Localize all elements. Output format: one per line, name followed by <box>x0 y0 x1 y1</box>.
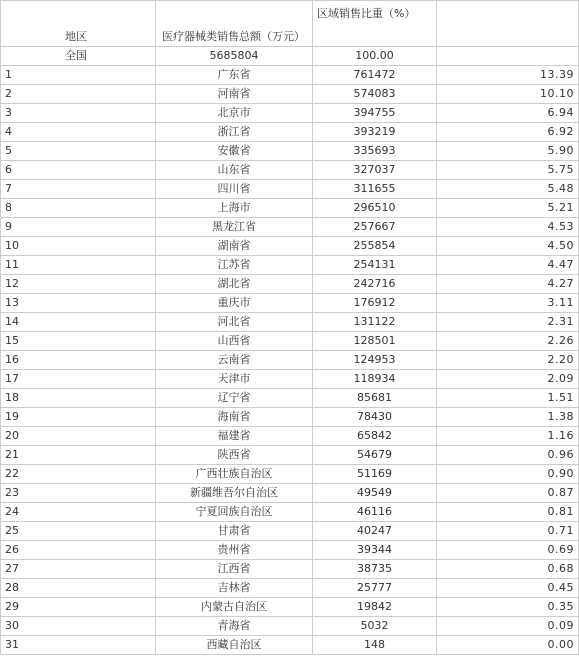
amount-cell: 131122 <box>313 313 437 332</box>
amount-cell: 128501 <box>313 332 437 351</box>
share-cell: 2.26 <box>437 332 579 351</box>
amount-cell: 54679 <box>313 446 437 465</box>
amount-cell: 327037 <box>313 161 437 180</box>
share-cell: 0.81 <box>437 503 579 522</box>
rank-cell: 8 <box>1 199 156 218</box>
amount-cell: 242716 <box>313 275 437 294</box>
amount-cell: 394755 <box>313 104 437 123</box>
table-row <box>1 294 579 313</box>
rank-cell: 30 <box>1 617 156 636</box>
share-cell: 3.11 <box>437 294 579 313</box>
rank-cell: 27 <box>1 560 156 579</box>
rank-cell: 18 <box>1 389 156 408</box>
share-cell: 0.68 <box>437 560 579 579</box>
table-row <box>1 598 579 617</box>
rank-cell: 21 <box>1 446 156 465</box>
region-cell: 西藏自治区 <box>156 636 313 655</box>
region-cell: 宁夏回族自治区 <box>156 503 313 522</box>
rank-cell: 1 <box>1 66 156 85</box>
rank-cell: 23 <box>1 484 156 503</box>
rank-cell: 10 <box>1 237 156 256</box>
table-row <box>1 161 579 180</box>
region-cell: 江西省 <box>156 560 313 579</box>
share-cell: 1.16 <box>437 427 579 446</box>
region-cell: 广西壮族自治区 <box>156 465 313 484</box>
rank-cell: 6 <box>1 161 156 180</box>
rank-cell: 14 <box>1 313 156 332</box>
rank-cell: 20 <box>1 427 156 446</box>
table-row <box>1 199 579 218</box>
share-cell: 2.09 <box>437 370 579 389</box>
table-row <box>1 237 579 256</box>
region-cell: 重庆市 <box>156 294 313 313</box>
share-cell: 0.09 <box>437 617 579 636</box>
table-row <box>1 275 579 294</box>
amount-cell: 40247 <box>313 522 437 541</box>
amount-cell: 124953 <box>313 351 437 370</box>
rank-cell: 2 <box>1 85 156 104</box>
share-cell: 4.47 <box>437 256 579 275</box>
region-cell: 甘肃省 <box>156 522 313 541</box>
table-row <box>1 465 579 484</box>
rank-cell: 12 <box>1 275 156 294</box>
table-row <box>1 104 579 123</box>
table-row <box>1 541 579 560</box>
amount-cell: 335693 <box>313 142 437 161</box>
rank-cell: 9 <box>1 218 156 237</box>
share-cell: 4.53 <box>437 218 579 237</box>
rank-cell: 7 <box>1 180 156 199</box>
amount-cell: 176912 <box>313 294 437 313</box>
amount-cell: 296510 <box>313 199 437 218</box>
amount-cell: 148 <box>313 636 437 655</box>
amount-cell: 49549 <box>313 484 437 503</box>
region-cell: 四川省 <box>156 180 313 199</box>
share-cell: 1.51 <box>437 389 579 408</box>
region-cell: 浙江省 <box>156 123 313 142</box>
amount-cell: 254131 <box>313 256 437 275</box>
share-cell: 1.38 <box>437 408 579 427</box>
share-cell: 10.10 <box>437 85 579 104</box>
share-cell: 0.71 <box>437 522 579 541</box>
amount-cell: 118934 <box>313 370 437 389</box>
share-cell: 0.45 <box>437 579 579 598</box>
rank-cell: 17 <box>1 370 156 389</box>
table-row <box>1 408 579 427</box>
region-cell: 新疆维吾尔自治区 <box>156 484 313 503</box>
region-cell: 陕西省 <box>156 446 313 465</box>
amount-cell: 257667 <box>313 218 437 237</box>
region-cell: 黑龙江省 <box>156 218 313 237</box>
share-cell: 2.20 <box>437 351 579 370</box>
amount-cell: 65842 <box>313 427 437 446</box>
region-cell: 河南省 <box>156 85 313 104</box>
table-row <box>1 484 579 503</box>
amount-cell: 574083 <box>313 85 437 104</box>
share-cell: 4.27 <box>437 275 579 294</box>
share-cell: 0.69 <box>437 541 579 560</box>
table-row <box>1 617 579 636</box>
table-row <box>1 560 579 579</box>
national-amount: 5685804 <box>156 47 313 66</box>
header-empty <box>437 1 579 47</box>
region-cell: 辽宁省 <box>156 389 313 408</box>
table-row <box>1 370 579 389</box>
share-cell: 5.21 <box>437 199 579 218</box>
table-row <box>1 180 579 199</box>
national-share: 100.00 <box>313 47 437 66</box>
share-cell: 5.48 <box>437 180 579 199</box>
region-cell: 山东省 <box>156 161 313 180</box>
rank-cell: 28 <box>1 579 156 598</box>
sales-table-body <box>1 1 579 655</box>
region-cell: 贵州省 <box>156 541 313 560</box>
region-cell: 海南省 <box>156 408 313 427</box>
share-cell: 4.50 <box>437 237 579 256</box>
share-cell: 6.92 <box>437 123 579 142</box>
table-row <box>1 389 579 408</box>
header-region: 地区 <box>1 1 156 47</box>
amount-cell: 393219 <box>313 123 437 142</box>
header-row <box>1 1 579 47</box>
region-cell: 福建省 <box>156 427 313 446</box>
rank-cell: 24 <box>1 503 156 522</box>
table-row <box>1 85 579 104</box>
table-row <box>1 218 579 237</box>
amount-cell: 39344 <box>313 541 437 560</box>
table-row <box>1 313 579 332</box>
share-cell: 13.39 <box>437 66 579 85</box>
national-label: 全国 <box>1 47 156 66</box>
table-row <box>1 123 579 142</box>
region-cell: 云南省 <box>156 351 313 370</box>
rank-cell: 11 <box>1 256 156 275</box>
share-cell: 0.35 <box>437 598 579 617</box>
amount-cell: 51169 <box>313 465 437 484</box>
rank-cell: 25 <box>1 522 156 541</box>
region-cell: 山西省 <box>156 332 313 351</box>
rank-cell: 5 <box>1 142 156 161</box>
table-row <box>1 522 579 541</box>
table-row <box>1 427 579 446</box>
region-cell: 吉林省 <box>156 579 313 598</box>
rank-cell: 4 <box>1 123 156 142</box>
share-cell: 0.96 <box>437 446 579 465</box>
table-row <box>1 446 579 465</box>
region-cell: 上海市 <box>156 199 313 218</box>
rank-cell: 19 <box>1 408 156 427</box>
region-cell: 湖北省 <box>156 275 313 294</box>
share-cell: 2.31 <box>437 313 579 332</box>
table-row <box>1 332 579 351</box>
table-row <box>1 503 579 522</box>
region-cell: 湖南省 <box>156 237 313 256</box>
amount-cell: 19842 <box>313 598 437 617</box>
amount-cell: 78430 <box>313 408 437 427</box>
region-cell: 北京市 <box>156 104 313 123</box>
national-empty <box>437 47 579 66</box>
region-cell: 天津市 <box>156 370 313 389</box>
amount-cell: 46116 <box>313 503 437 522</box>
region-cell: 内蒙古自治区 <box>156 598 313 617</box>
amount-cell: 255854 <box>313 237 437 256</box>
share-cell: 0.87 <box>437 484 579 503</box>
rank-cell: 26 <box>1 541 156 560</box>
table-row <box>1 579 579 598</box>
amount-cell: 5032 <box>313 617 437 636</box>
amount-cell: 85681 <box>313 389 437 408</box>
region-cell: 广东省 <box>156 66 313 85</box>
share-cell: 0.00 <box>437 636 579 655</box>
amount-cell: 38735 <box>313 560 437 579</box>
amount-cell: 311655 <box>313 180 437 199</box>
share-cell: 5.75 <box>437 161 579 180</box>
header-sales-total: 医疗器械类销售总额（万元） <box>156 1 313 47</box>
rank-cell: 31 <box>1 636 156 655</box>
rank-cell: 3 <box>1 104 156 123</box>
share-cell: 5.90 <box>437 142 579 161</box>
rank-cell: 22 <box>1 465 156 484</box>
rank-cell: 15 <box>1 332 156 351</box>
share-cell: 6.94 <box>437 104 579 123</box>
header-share: 区域销售比重（%） <box>313 1 437 47</box>
rank-cell: 13 <box>1 294 156 313</box>
share-cell: 0.90 <box>437 465 579 484</box>
table-row <box>1 636 579 655</box>
region-cell: 河北省 <box>156 313 313 332</box>
region-cell: 安徽省 <box>156 142 313 161</box>
rank-cell: 29 <box>1 598 156 617</box>
amount-cell: 761472 <box>313 66 437 85</box>
table-row <box>1 256 579 275</box>
national-row <box>1 47 579 66</box>
table-row <box>1 351 579 370</box>
amount-cell: 25777 <box>313 579 437 598</box>
region-cell: 江苏省 <box>156 256 313 275</box>
table-row <box>1 66 579 85</box>
region-cell: 青海省 <box>156 617 313 636</box>
table-row <box>1 142 579 161</box>
rank-cell: 16 <box>1 351 156 370</box>
